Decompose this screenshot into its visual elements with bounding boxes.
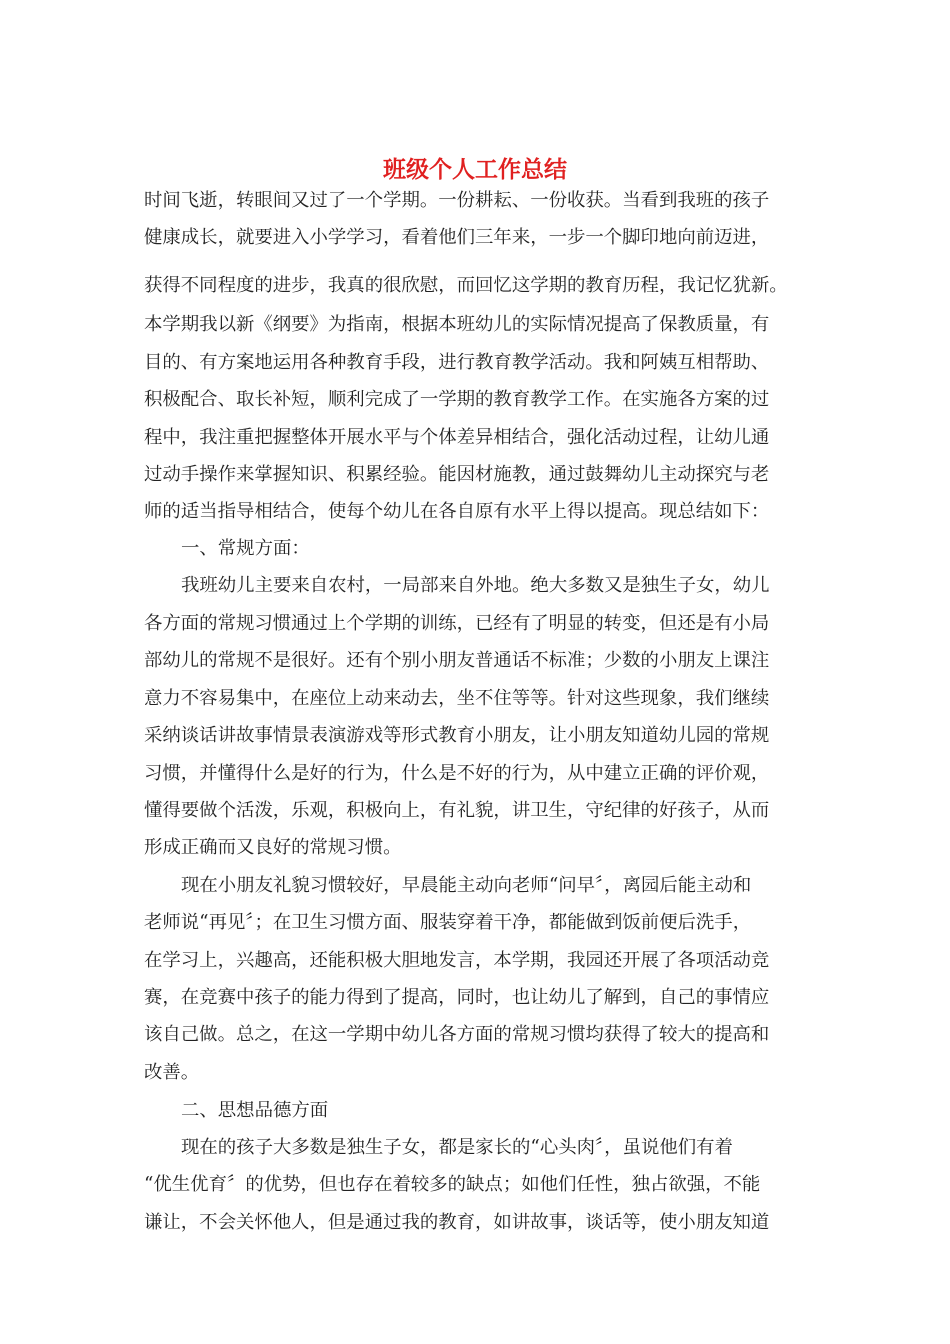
paragraph-line: 现在的孩子大多数是独生子女，都是家长的“心头肉〞，虽说他们有着 [181, 1137, 733, 1158]
paragraph-line: 采纳谈话讲故事情景表演游戏等形式教育小朋友，让小朋友知道幼儿园的常规 [144, 725, 770, 746]
paragraph-line: 各方面的常规习惯通过上个学期的训练，已经有了明显的转变，但还是有小局 [144, 613, 770, 634]
paragraph-line: 积极配合、取长补短，顺利完成了一学期的教育教学工作。在实施各方案的过 [144, 389, 770, 410]
paragraph-line: 习惯，并懂得什么是好的行为，什么是不好的行为，从中建立正确的评价观， [144, 763, 770, 784]
paragraph-line: 本学期我以新《纲要》为指南，根据本班幼儿的实际情况提高了保教质量，有 [144, 314, 770, 335]
paragraph-line: 部幼儿的常规不是很好。还有个别小朋友普通话不标准；少数的小朋友上课注 [144, 650, 770, 671]
section-heading: 一、常规方面： [181, 538, 310, 559]
paragraph-line: “优生优育〞的优势，但也存在着较多的缺点；如他们任性，独占欲强，不能 [144, 1174, 761, 1195]
paragraph-line: 该自己做。总之，在这一学期中幼儿各方面的常规习惯均获得了较大的提高和 [144, 1024, 770, 1045]
paragraph-line: 谦让，不会关怀他人，但是通过我的教育，如讲故事，谈话等，使小朋友知道 [144, 1212, 770, 1233]
paragraph-line: 时间飞逝，转眼间又过了一个学期。一份耕耘、一份收获。当看到我班的孩子 [144, 190, 770, 211]
paragraph-line: 我班幼儿主要来自农村，一局部来自外地。绝大多数又是独生子女，幼儿 [181, 575, 770, 596]
section-heading: 二、思想品德方面 [181, 1100, 329, 1121]
paragraph-line: 赛，在竞赛中孩子的能力得到了提高，同时，也让幼儿了解到，自己的事情应 [144, 987, 770, 1008]
paragraph-line: 目的、有方案地运用各种教育手段，进行教育教学活动。我和阿姨互相帮助、 [144, 352, 770, 373]
document-title: 班级个人工作总结 [383, 156, 567, 183]
paragraph-line: 意力不容易集中，在座位上动来动去，坐不住等等。针对这些现象，我们继续 [144, 688, 770, 709]
paragraph-line: 师的适当指导相结合，使每个幼儿在各自原有水平上得以提高。现总结如下： [144, 501, 770, 522]
paragraph-line: 老师说“再见〞；在卫生习惯方面、服装穿着干净，都能做到饭前便后洗手， [144, 912, 752, 933]
paragraph-line: 现在小朋友礼貌习惯较好，早晨能主动向老师“问早〞，离园后能主动和 [181, 875, 752, 896]
paragraph-line: 在学习上，兴趣高，还能积极大胆地发言，本学期，我园还开展了各项活动竞 [144, 950, 770, 971]
paragraph-line: 懂得要做个活泼，乐观，积极向上，有礼貌，讲卫生，守纪律的好孩子，从而 [144, 800, 770, 821]
paragraph-line: 健康成长，就要进入小学学习，看着他们三年来，一步一个脚印地向前迈进， [144, 227, 770, 248]
paragraph-line: 过动手操作来掌握知识、积累经验。能因材施教，通过鼓舞幼儿主动探究与老 [144, 464, 770, 485]
paragraph-line: 形成正确而又良好的常规习惯。 [144, 837, 402, 858]
paragraph-line: 改善。 [144, 1062, 200, 1083]
paragraph-line: 获得不同程度的进步，我真的很欣慰，而回忆这学期的教育历程，我记忆犹新。 [144, 275, 788, 296]
paragraph-line: 程中，我注重把握整体开展水平与个体差异相结合，强化活动过程，让幼儿通 [144, 427, 770, 448]
